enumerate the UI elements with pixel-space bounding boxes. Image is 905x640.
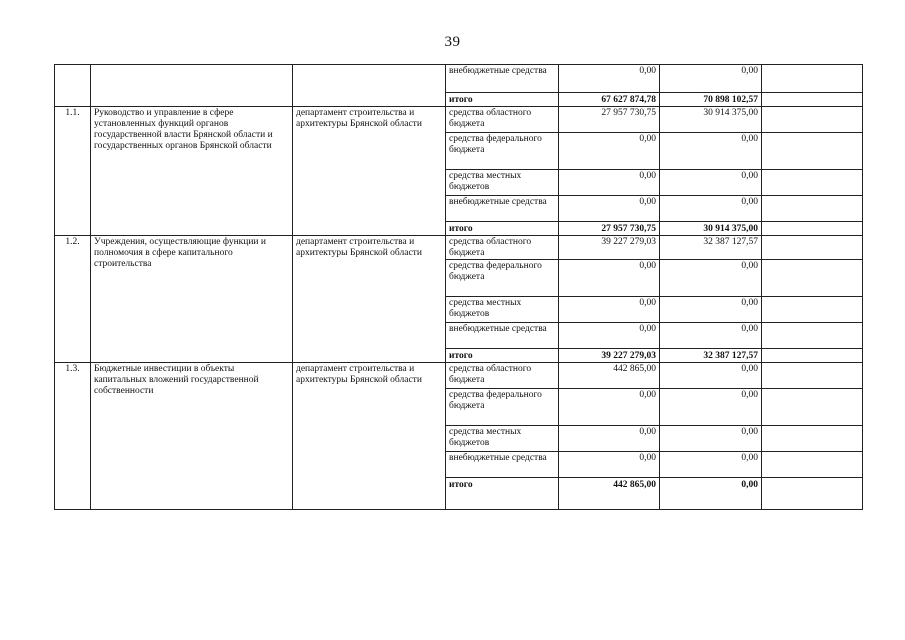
value-2019-cell: 0,00 xyxy=(559,260,660,297)
funding-source-cell: средства областного бюджета xyxy=(446,363,559,389)
value-2019-cell: 67 627 874,78 xyxy=(559,93,660,107)
budget-table-body xyxy=(55,65,863,510)
empty-cell xyxy=(762,133,863,170)
funding-source-cell: итого xyxy=(446,222,559,236)
table-row xyxy=(55,236,863,260)
value-2020-cell: 0,00 xyxy=(660,363,762,389)
value-2019-cell: 0,00 xyxy=(559,323,660,349)
funding-source-cell: внебюджетные средства xyxy=(446,65,559,93)
empty-cell xyxy=(762,363,863,389)
description-cell xyxy=(91,65,293,107)
value-2020-cell: 0,00 xyxy=(660,196,762,222)
empty-cell xyxy=(762,323,863,349)
value-2019-cell: 0,00 xyxy=(559,389,660,426)
empty-cell xyxy=(762,349,863,363)
value-2020-cell: 0,00 xyxy=(660,389,762,426)
funding-source-cell: внебюджетные средства xyxy=(446,323,559,349)
funding-source-cell: средства местных бюджетов xyxy=(446,170,559,196)
value-2020-cell: 0,00 xyxy=(660,297,762,323)
funding-source-cell: итого xyxy=(446,478,559,510)
value-2020-cell: 70 898 102,57 xyxy=(660,93,762,107)
empty-cell xyxy=(762,426,863,452)
value-2019-cell: 442 865,00 xyxy=(559,478,660,510)
value-2020-cell: 0,00 xyxy=(660,452,762,478)
value-2020-cell: 0,00 xyxy=(660,323,762,349)
description-cell: Руководство и управление в сфере установленных функций органов государственной власти Брянской области и государственных органов Брянской области xyxy=(91,107,293,236)
value-2020-cell: 30 914 375,00 xyxy=(660,107,762,133)
value-2019-cell: 0,00 xyxy=(559,170,660,196)
empty-cell xyxy=(762,478,863,510)
value-2019-cell: 0,00 xyxy=(559,297,660,323)
empty-cell xyxy=(762,260,863,297)
value-2020-cell: 30 914 375,00 xyxy=(660,222,762,236)
description-cell: Учреждения, осуществляющие функции и полномочия в сфере капитального строительства xyxy=(91,236,293,363)
value-2020-cell: 0,00 xyxy=(660,170,762,196)
value-2020-cell: 0,00 xyxy=(660,65,762,93)
funding-source-cell: средства областного бюджета xyxy=(446,107,559,133)
funding-source-cell: итого xyxy=(446,349,559,363)
value-2020-cell: 32 387 127,57 xyxy=(660,349,762,363)
executor-cell: департамент строительства и архитектуры Брянской области xyxy=(293,236,446,363)
value-2019-cell: 442 865,00 xyxy=(559,363,660,389)
funding-source-cell: средства федерального бюджета xyxy=(446,389,559,426)
empty-cell xyxy=(762,297,863,323)
empty-cell xyxy=(762,389,863,426)
funding-source-cell: средства местных бюджетов xyxy=(446,297,559,323)
funding-source-cell: итого xyxy=(446,93,559,107)
empty-cell xyxy=(762,170,863,196)
table-row xyxy=(55,363,863,389)
table-row xyxy=(55,65,863,93)
funding-source-cell: внебюджетные средства xyxy=(446,196,559,222)
value-2020-cell: 0,00 xyxy=(660,260,762,297)
row-number-cell xyxy=(55,65,91,107)
empty-cell xyxy=(762,452,863,478)
value-2019-cell: 39 227 279,03 xyxy=(559,349,660,363)
value-2019-cell: 0,00 xyxy=(559,133,660,170)
page-number: 39 xyxy=(444,34,461,50)
value-2019-cell: 27 957 730,75 xyxy=(559,107,660,133)
table-row xyxy=(55,107,863,133)
empty-cell xyxy=(762,236,863,260)
value-2020-cell: 32 387 127,57 xyxy=(660,236,762,260)
description-cell: Бюджетные инвестиции в объекты капитальных вложений государственной собственности xyxy=(91,363,293,510)
empty-cell xyxy=(762,65,863,93)
funding-source-cell: средства федерального бюджета xyxy=(446,260,559,297)
funding-source-cell: средства областного бюджета xyxy=(446,236,559,260)
row-number-cell: 1.2. xyxy=(55,236,91,363)
value-2019-cell: 0,00 xyxy=(559,196,660,222)
empty-cell xyxy=(762,222,863,236)
value-2019-cell: 39 227 279,03 xyxy=(559,236,660,260)
row-number-cell: 1.1. xyxy=(55,107,91,236)
funding-source-cell: средства федерального бюджета xyxy=(446,133,559,170)
executor-cell: департамент строительства и архитектуры Брянской области xyxy=(293,107,446,236)
executor-cell xyxy=(293,65,446,107)
funding-source-cell: средства местных бюджетов xyxy=(446,426,559,452)
value-2019-cell: 0,00 xyxy=(559,452,660,478)
row-number-cell: 1.3. xyxy=(55,363,91,510)
value-2019-cell: 0,00 xyxy=(559,65,660,93)
empty-cell xyxy=(762,107,863,133)
value-2020-cell: 0,00 xyxy=(660,478,762,510)
empty-cell xyxy=(762,93,863,107)
empty-cell xyxy=(762,196,863,222)
value-2020-cell: 0,00 xyxy=(660,133,762,170)
budget-table xyxy=(54,64,863,510)
funding-source-cell: внебюджетные средства xyxy=(446,452,559,478)
value-2019-cell: 27 957 730,75 xyxy=(559,222,660,236)
executor-cell: департамент строительства и архитектуры Брянской области xyxy=(293,363,446,510)
value-2020-cell: 0,00 xyxy=(660,426,762,452)
value-2019-cell: 0,00 xyxy=(559,426,660,452)
